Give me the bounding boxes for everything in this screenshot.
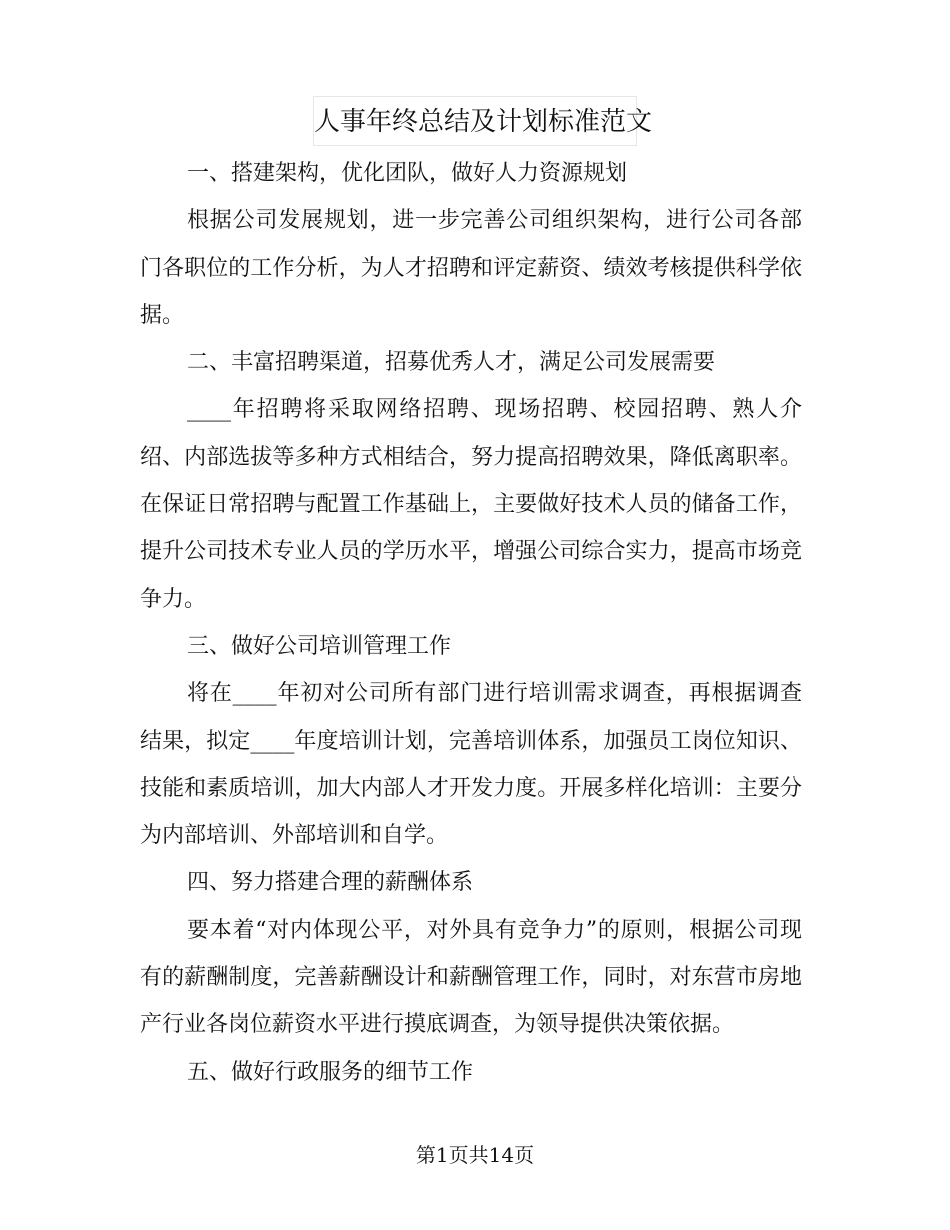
document-body xyxy=(140,150,802,1096)
section-heading-1: 一、搭建架构，优化团队，做好人力资源规划 xyxy=(187,161,628,186)
section-heading-2: 二、丰富招聘渠道，招募优秀人才，满足公司发展需要 xyxy=(187,350,716,376)
document-title: 人事年终总结及计划标准范文 xyxy=(313,96,637,146)
section-paragraph-1: 根据公司发展规划，进一步完善公司组织架构，进行公司各部门各职位的工作分析，为人才招聘和评定薪资、绩效考核提供科学依据。 xyxy=(140,208,802,328)
page-number-footer: 第1页共14页 xyxy=(415,1143,535,1167)
section-paragraph-2: ____年招聘将采取网络招聘、现场招聘、校园招聘、熟人介绍、内部选拔等多种方式相结合，努力提高招聘效果，降低离职率。在保证日常招聘与配置工作基础上，主要做好技术人员的储备工作，提升公司技术专业人员的学历水平，增强公司综合实力，提高市场竞争力。 xyxy=(140,397,802,612)
section-heading-4: 四、努力搭建合理的薪酬体系 xyxy=(187,870,474,896)
section-heading-5: 五、做好行政服务的细节工作 xyxy=(187,1059,474,1085)
section-heading-3: 三、做好公司培训管理工作 xyxy=(187,633,452,659)
section-paragraph-3: 将在____年初对公司所有部门进行培训需求调查，再根据调查结果，拟定____年度培训计划，完善培训体系，加强员工岗位知识、技能和素质培训，加大内部人才开发力度。开展多样化培训：主要分为内部培训、外部培训和自学。 xyxy=(140,681,802,849)
section-paragraph-4: 要本着“对内体现公平，对外具有竞争力”的原则，根据公司现有的薪酬制度，完善薪酬设计和薪酬管理工作，同时，对东营市房地产行业各岗位薪资水平进行摸底调查，为领导提供决策依据。 xyxy=(140,917,802,1038)
